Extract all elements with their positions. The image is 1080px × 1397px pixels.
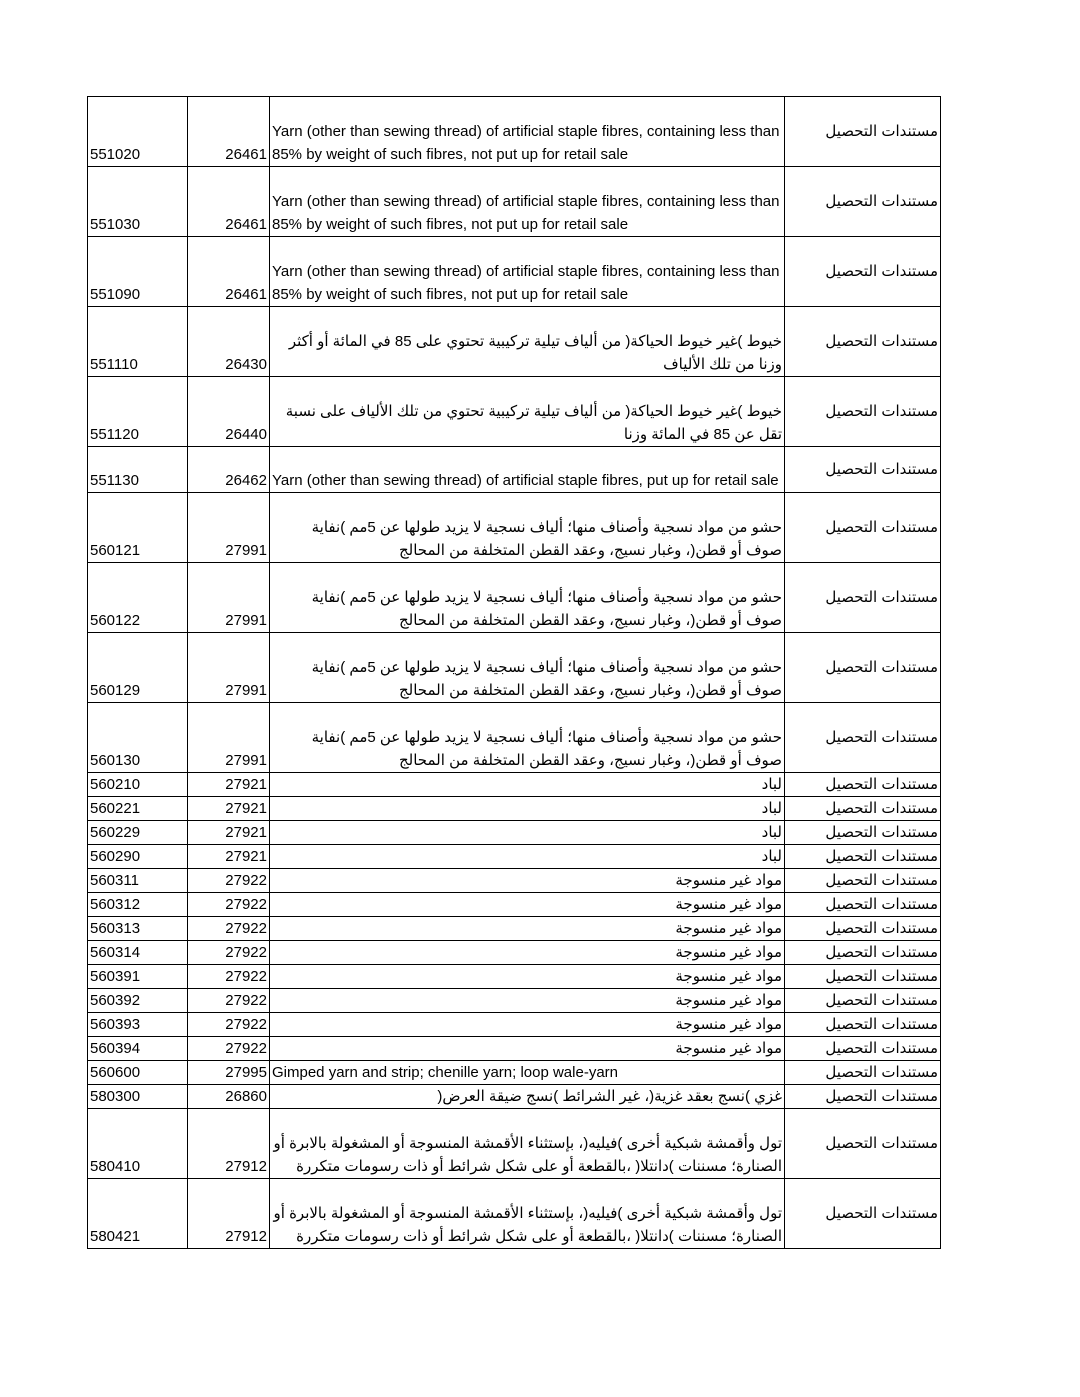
source-cell: مستندات التحصيل (785, 845, 941, 869)
table-row (88, 1179, 941, 1249)
product-code-cell: 27922 (188, 965, 270, 989)
source-cell: مستندات التحصيل (785, 377, 941, 447)
source-cell: مستندات التحصيل (785, 941, 941, 965)
table-row (88, 941, 941, 965)
product-code-cell: 26462 (188, 447, 270, 493)
source-cell: مستندات التحصيل (785, 563, 941, 633)
tariff-table (87, 96, 941, 1249)
hs-code-cell: 560393 (88, 1013, 188, 1037)
description-cell: خيوط )غير خيوط الحياكة( من ألياف تيلية تركيبية تحتوي على 85 في المائة أو أكثر وزنا من تلك الألياف (270, 307, 785, 377)
description-cell: حشو من مواد نسجية وأصناف منها؛ ألياف نسجية لا يزيد طولها عن 5مم )نفاية صوف أو قطن(، وغبار نسيج، وعقد القطن المتخلفة من المحالج (270, 633, 785, 703)
description-cell: مواد غير منسوجة (270, 1037, 785, 1061)
source-cell: مستندات التحصيل (785, 1013, 941, 1037)
description-cell: Yarn (other than sewing thread) of artificial staple fibres, containing less than 85% by weight of such fibres, not put up for retail sale (270, 237, 785, 307)
source-cell: مستندات التحصيل (785, 1179, 941, 1249)
product-code-cell: 27922 (188, 1013, 270, 1037)
product-code-cell: 27991 (188, 563, 270, 633)
description-cell: مواد غير منسوجة (270, 869, 785, 893)
table-row (88, 633, 941, 703)
table-row (88, 307, 941, 377)
product-code-cell: 27991 (188, 703, 270, 773)
table-row (88, 821, 941, 845)
source-cell: مستندات التحصيل (785, 965, 941, 989)
hs-code-cell: 580421 (88, 1179, 188, 1249)
table-row (88, 845, 941, 869)
hs-code-cell: 560130 (88, 703, 188, 773)
description-cell: لباد (270, 821, 785, 845)
description-cell: مواد غير منسوجة (270, 1013, 785, 1037)
description-cell: مواد غير منسوجة (270, 965, 785, 989)
table-row (88, 237, 941, 307)
source-cell: مستندات التحصيل (785, 797, 941, 821)
product-code-cell: 27912 (188, 1109, 270, 1179)
description-cell: مواد غير منسوجة (270, 989, 785, 1013)
product-code-cell: 27991 (188, 493, 270, 563)
hs-code-cell: 560392 (88, 989, 188, 1013)
source-cell: مستندات التحصيل (785, 1037, 941, 1061)
description-cell: Yarn (other than sewing thread) of artificial staple fibres, containing less than 85% by weight of such fibres, not put up for retail sale (270, 167, 785, 237)
description-cell: مواد غير منسوجة (270, 893, 785, 917)
description-cell: Yarn (other than sewing thread) of artificial staple fibres, put up for retail sale (270, 447, 785, 493)
hs-code-cell: 560600 (88, 1061, 188, 1085)
table-row (88, 1061, 941, 1085)
hs-code-cell: 580410 (88, 1109, 188, 1179)
description-cell: تول وأقمشة شبكية أخرى )فيليه(، بإستثناء الأقمشة المنسوجة أو المشغولة بالابرة أو الصنارة؛ مسننات )دانتلا( ،بالقطعة أو على شكل شرائط أو ذات رسومات متكررة (270, 1179, 785, 1249)
hs-code-cell: 551020 (88, 97, 188, 167)
product-code-cell: 27922 (188, 869, 270, 893)
hs-code-cell: 560313 (88, 917, 188, 941)
source-cell: مستندات التحصيل (785, 703, 941, 773)
table-row (88, 1037, 941, 1061)
hs-code-cell: 560121 (88, 493, 188, 563)
table-row (88, 893, 941, 917)
source-cell: مستندات التحصيل (785, 893, 941, 917)
product-code-cell: 27922 (188, 1037, 270, 1061)
table-row (88, 1013, 941, 1037)
table-row (88, 493, 941, 563)
source-cell: مستندات التحصيل (785, 869, 941, 893)
hs-code-cell: 551120 (88, 377, 188, 447)
table-row (88, 447, 941, 493)
product-code-cell: 26430 (188, 307, 270, 377)
description-cell: حشو من مواد نسجية وأصناف منها؛ ألياف نسجية لا يزيد طولها عن 5مم )نفاية صوف أو قطن(، وغبار نسيج، وعقد القطن المتخلفة من المحالج (270, 493, 785, 563)
table-row (88, 773, 941, 797)
product-code-cell: 27921 (188, 797, 270, 821)
table-row (88, 97, 941, 167)
source-cell: مستندات التحصيل (785, 773, 941, 797)
product-code-cell: 27922 (188, 989, 270, 1013)
hs-code-cell: 580300 (88, 1085, 188, 1109)
table-row (88, 1109, 941, 1179)
source-cell: مستندات التحصيل (785, 989, 941, 1013)
table-row (88, 1085, 941, 1109)
tariff-table-body (88, 97, 941, 1249)
table-row (88, 703, 941, 773)
description-cell: مواد غير منسوجة (270, 941, 785, 965)
product-code-cell: 26461 (188, 97, 270, 167)
source-cell: مستندات التحصيل (785, 493, 941, 563)
hs-code-cell: 551110 (88, 307, 188, 377)
description-cell: حشو من مواد نسجية وأصناف منها؛ ألياف نسجية لا يزيد طولها عن 5مم )نفاية صوف أو قطن(، وغبار نسيج، وعقد القطن المتخلفة من المحالج (270, 703, 785, 773)
description-cell: غزي )نسج بعقد غزية(، غير الشرائط )نسج ضيقة العرض( (270, 1085, 785, 1109)
product-code-cell: 26440 (188, 377, 270, 447)
product-code-cell: 27922 (188, 893, 270, 917)
table-row (88, 797, 941, 821)
hs-code-cell: 560221 (88, 797, 188, 821)
product-code-cell: 27922 (188, 941, 270, 965)
hs-code-cell: 560122 (88, 563, 188, 633)
product-code-cell: 27921 (188, 773, 270, 797)
product-code-cell: 26461 (188, 167, 270, 237)
source-cell: مستندات التحصيل (785, 307, 941, 377)
product-code-cell: 27912 (188, 1179, 270, 1249)
description-cell: حشو من مواد نسجية وأصناف منها؛ ألياف نسجية لا يزيد طولها عن 5مم )نفاية صوف أو قطن(، وغبار نسيج، وعقد القطن المتخلفة من المحالج (270, 563, 785, 633)
source-cell: مستندات التحصيل (785, 97, 941, 167)
source-cell: مستندات التحصيل (785, 633, 941, 703)
source-cell: مستندات التحصيل (785, 1061, 941, 1085)
description-cell: تول وأقمشة شبكية أخرى )فيليه(، بإستثناء الأقمشة المنسوجة أو المشغولة بالابرة أو الصنارة؛ مسننات )دانتلا( ،بالقطعة أو على شكل شرائط أو ذات رسومات متكررة (270, 1109, 785, 1179)
table-row (88, 869, 941, 893)
source-cell: مستندات التحصيل (785, 447, 941, 493)
product-code-cell: 26461 (188, 237, 270, 307)
description-cell: لباد (270, 845, 785, 869)
hs-code-cell: 560210 (88, 773, 188, 797)
source-cell: مستندات التحصيل (785, 1109, 941, 1179)
table-row (88, 377, 941, 447)
hs-code-cell: 551130 (88, 447, 188, 493)
table-row (88, 965, 941, 989)
hs-code-cell: 560312 (88, 893, 188, 917)
table-row (88, 917, 941, 941)
table-row (88, 989, 941, 1013)
table-row (88, 563, 941, 633)
source-cell: مستندات التحصيل (785, 821, 941, 845)
description-cell: لباد (270, 797, 785, 821)
hs-code-cell: 560290 (88, 845, 188, 869)
product-code-cell: 27995 (188, 1061, 270, 1085)
product-code-cell: 27922 (188, 917, 270, 941)
hs-code-cell: 560394 (88, 1037, 188, 1061)
description-cell: مواد غير منسوجة (270, 917, 785, 941)
product-code-cell: 27921 (188, 821, 270, 845)
source-cell: مستندات التحصيل (785, 237, 941, 307)
product-code-cell: 27991 (188, 633, 270, 703)
hs-code-cell: 560229 (88, 821, 188, 845)
description-cell: Yarn (other than sewing thread) of artificial staple fibres, containing less than 85% by weight of such fibres, not put up for retail sale (270, 97, 785, 167)
source-cell: مستندات التحصيل (785, 1085, 941, 1109)
product-code-cell: 27921 (188, 845, 270, 869)
source-cell: مستندات التحصيل (785, 167, 941, 237)
hs-code-cell: 560391 (88, 965, 188, 989)
source-cell: مستندات التحصيل (785, 917, 941, 941)
product-code-cell: 26860 (188, 1085, 270, 1109)
hs-code-cell: 551030 (88, 167, 188, 237)
hs-code-cell: 551090 (88, 237, 188, 307)
table-row (88, 167, 941, 237)
hs-code-cell: 560129 (88, 633, 188, 703)
hs-code-cell: 560314 (88, 941, 188, 965)
hs-code-cell: 560311 (88, 869, 188, 893)
description-cell: Gimped yarn and strip; chenille yarn; loop wale-yarn (270, 1061, 785, 1085)
description-cell: خيوط )غير خيوط الحياكة( من ألياف تيلية تركيبية تحتوي من تلك الألياف على نسبة تقل عن 85 في المائة وزنا (270, 377, 785, 447)
description-cell: لباد (270, 773, 785, 797)
